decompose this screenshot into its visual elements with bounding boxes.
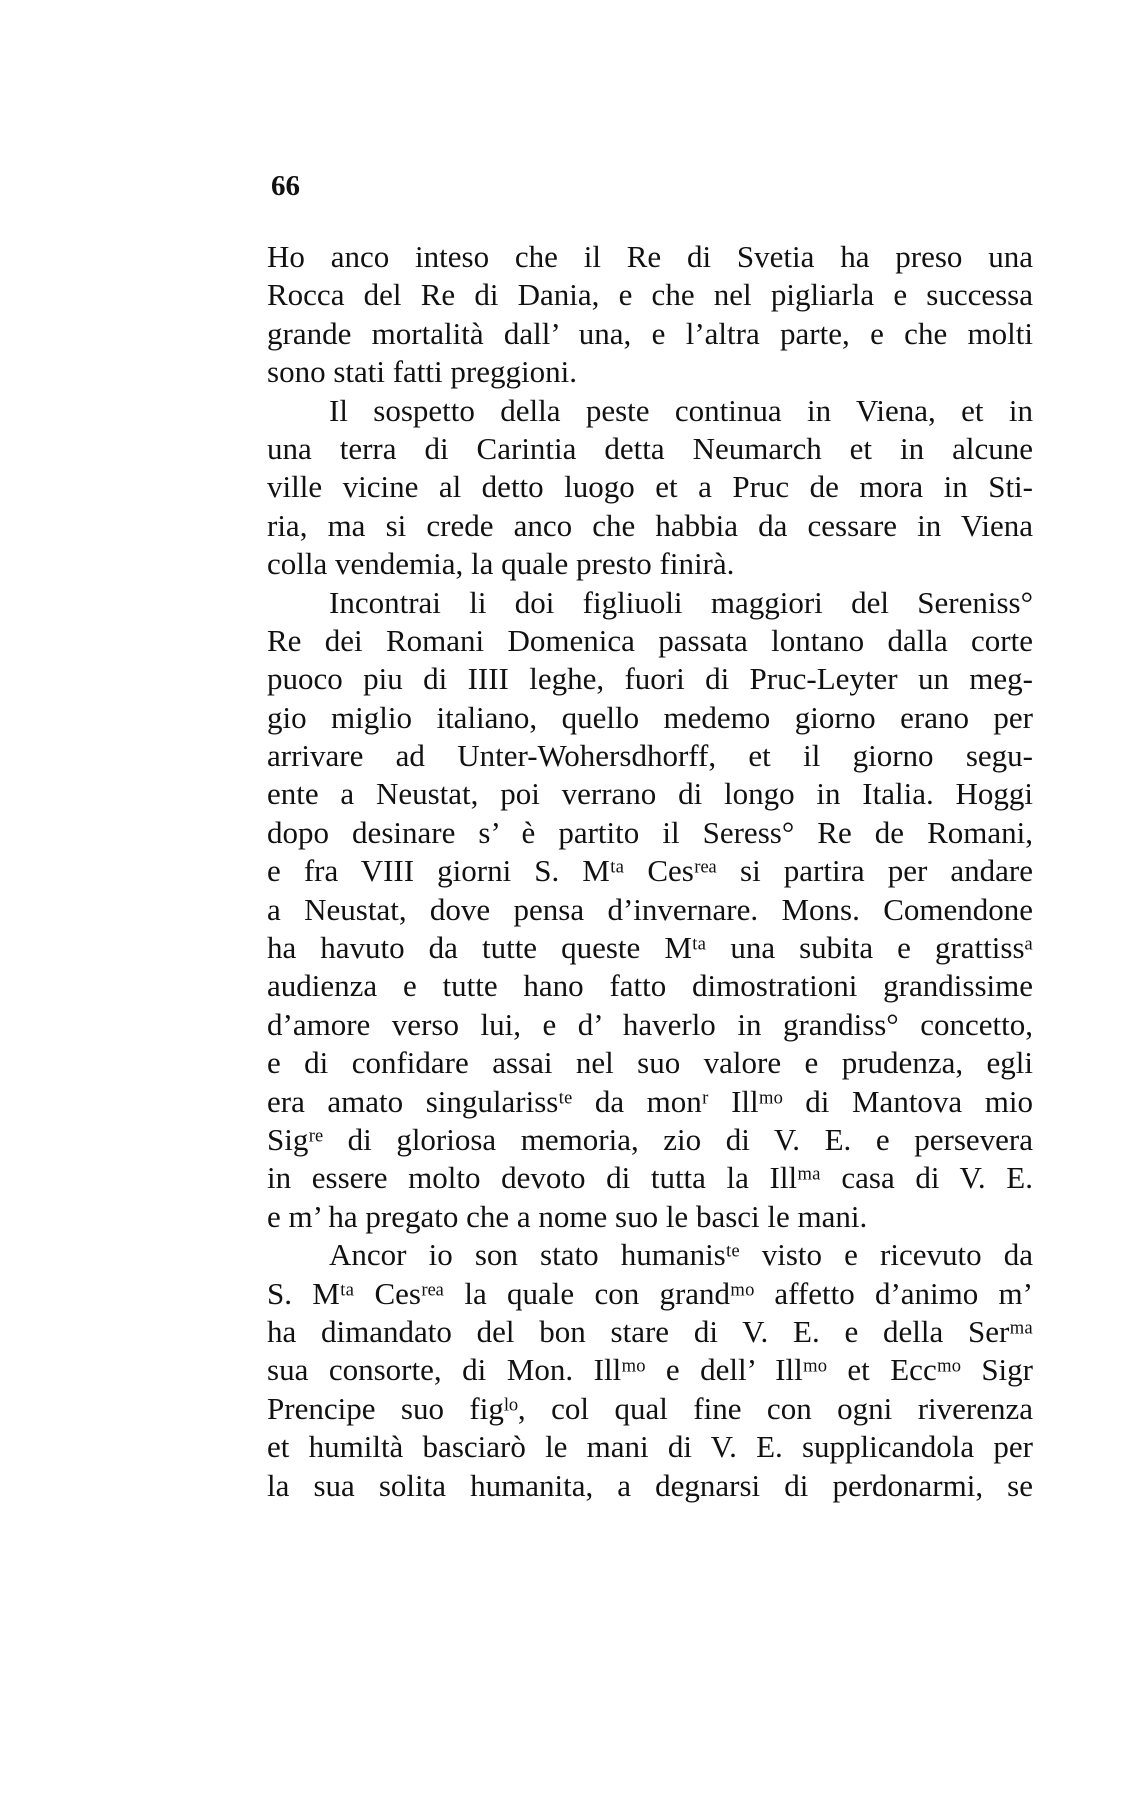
text-line: la sua solita humanita, a degnarsi di perdonarmi, se bbox=[267, 1467, 1033, 1503]
text-line: Rocca del Re di Dania, e che nel pigliarla e successa bbox=[267, 277, 1033, 313]
text-line: ha dimandato del bon stare di V. E. e della Serᵐᵃ bbox=[267, 1313, 1033, 1349]
text-line: gio miglio italiano, quello medemo giorno erano per bbox=[267, 699, 1033, 735]
page-number: 66 bbox=[271, 170, 300, 202]
text-line: Ancor io son stato humanisᵗᵉ visto e ricevuto da bbox=[329, 1237, 1033, 1273]
text-line: ente a Neustat, poi verrano di longo in Italia. Hoggi bbox=[267, 776, 1033, 812]
text-line: audienza e tutte hano fatto dimostrationi grandissime bbox=[267, 968, 1033, 1004]
text-line: et humiltà basciarò le mani di V. E. supplicandola per bbox=[267, 1429, 1033, 1465]
text-line: in essere molto devoto di tutta la Illᵐᵃ casa di V. E. bbox=[267, 1160, 1033, 1196]
text-line: ha havuto da tutte queste Mᵗᵃ una subita e grattissᵃ bbox=[267, 930, 1033, 966]
text-line: arrivare ad Unter-Wohersdhorff, et il giorno segu- bbox=[267, 738, 1033, 774]
text-line: Il sospetto della peste continua in Viena, et in bbox=[329, 392, 1033, 428]
text-line: grande mortalità dall’ una, e l’altra parte, e che molti bbox=[267, 315, 1033, 351]
text-line: sua consorte, di Mon. Illᵐᵒ e dell’ Illᵐᵒ et Eccᵐᵒ Sigr bbox=[267, 1352, 1033, 1388]
text-line: sono stati fatti preggioni. bbox=[267, 354, 577, 390]
text-line: era amato singularissᵗᵉ da monʳ Illᵐᵒ di Mantova mio bbox=[267, 1083, 1033, 1119]
text-line: Prencipe suo figˡᵒ, col qual fine con ogni riverenza bbox=[267, 1390, 1033, 1426]
text-line: Re dei Romani Domenica passata lontano dalla corte bbox=[267, 622, 1033, 658]
text-line: Incontrai li doi figliuoli maggiori del Sereniss° bbox=[329, 584, 1033, 620]
text-line: e di confidare assai nel suo valore e prudenza, egli bbox=[267, 1045, 1033, 1081]
text-line: ville vicine al detto luogo et a Pruc de mora in Sti- bbox=[267, 469, 1033, 505]
text-line: una terra di Carintia detta Neumarch et in alcune bbox=[267, 430, 1033, 466]
text-line: Ho anco inteso che il Re di Svetia ha preso una bbox=[267, 239, 1033, 274]
text-line: puoco piu di IIII leghe, fuori di Pruc-Leyter un meg- bbox=[267, 661, 1033, 697]
text-line: d’amore verso lui, e d’ haverlo in grandiss° concetto, bbox=[267, 1006, 1033, 1042]
text-line: e fra VIII giorni S. Mᵗᵃ Cesʳᵉᵃ si partira per andare bbox=[267, 853, 1033, 889]
body-text bbox=[267, 238, 1033, 1505]
text-line: dopo desinare s’ è partito il Seress° Re de Romani, bbox=[267, 814, 1033, 850]
text-line: e m’ ha pregato che a nome suo le basci le mani. bbox=[267, 1198, 868, 1234]
text-line: ria, ma si crede anco che habbia da cessare in Viena bbox=[267, 507, 1033, 543]
text-line: a Neustat, dove pensa d’invernare. Mons. Comendone bbox=[267, 891, 1033, 927]
text-line: Sigʳᵉ di gloriosa memoria, zio di V. E. e persevera bbox=[267, 1121, 1033, 1157]
text-line: colla vendemia, la quale presto finirà. bbox=[267, 546, 735, 582]
text-line: S. Mᵗᵃ Cesʳᵉᵃ la quale con grandᵐᵒ affetto d’animo m’ bbox=[267, 1275, 1033, 1311]
